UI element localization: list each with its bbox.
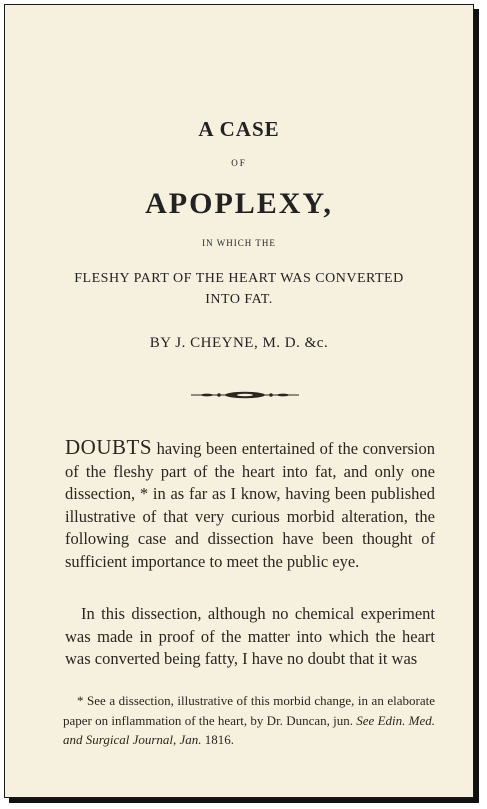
title-line-a-case: A CASE [198,117,280,141]
footnote-journal-citation: See Edin. Med. and Surgical Journal, Jan. [63,712,435,747]
footnote-text: * See a dissection, illustrative of this morbid change, in an elaborate paper on inflammation of the heart, by Dr. Duncan, jun. [63,693,435,728]
footnote-year: 1816. [201,732,235,747]
author-line: BY J. CHEYNE, M. D. &c. [149,335,329,351]
opening-word: DOUBTS [65,435,153,459]
footnote [63,691,435,750]
book-page [4,4,474,798]
title-main-apoplexy: APOPLEXY, [145,187,333,220]
subtitle-line-2: INTO FAT. [205,292,273,307]
decorative-rule-ornament [191,389,299,401]
title-line-in-which-the: IN WHICH THE [202,238,276,248]
subtitle-line-1: FLESHY PART OF THE HEART WAS CONVERTED [74,271,404,286]
body-paragraph-1 [65,436,435,574]
title-line-of: OF [231,158,247,168]
body-paragraph-2: In this dissection, although no chemical experiment was made in proof of the matter into which the heart was converted being fatty, I have no doubt that it was [65,604,435,669]
paragraph-1-text: having been entertained of the conversion of the fleshy part of the heart into fat, and only one dissection, * in as far as I know, having been published illustrative of that very curious morbid alteration, the following case and dissection have been thought of sufficient importance to meet the public eye. [65,439,435,571]
